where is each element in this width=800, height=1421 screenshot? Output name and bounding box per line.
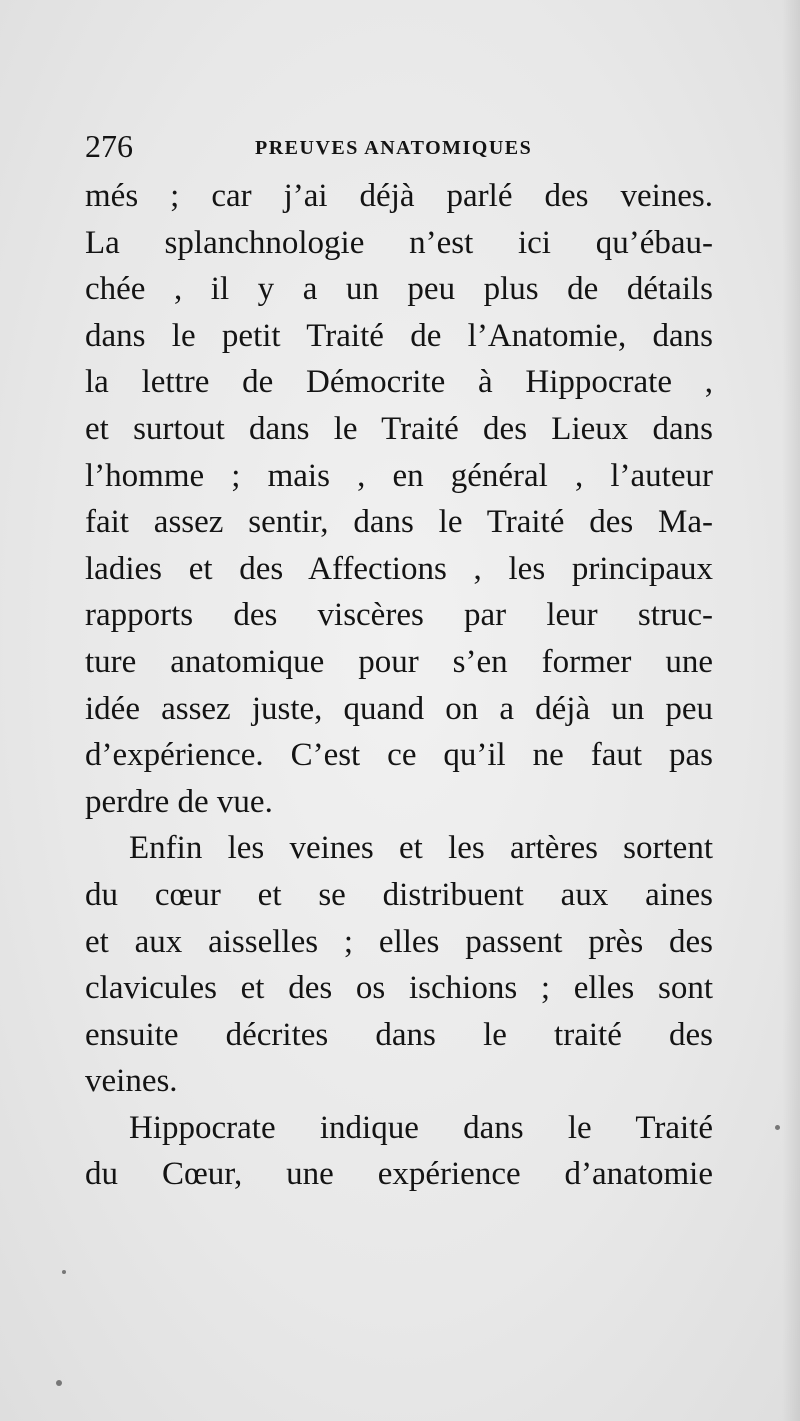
text-line-paragraph-end: perdre de vue.	[85, 783, 273, 820]
text-line: rapports des viscères par leur struc-	[85, 597, 713, 634]
text-line-paragraph-start: Enfin les veines et les artères sortent	[129, 830, 713, 867]
text-line: més ; car j’ai déjà parlé des veines.	[85, 178, 713, 214]
text-line: l’homme ; mais , en général , l’auteur	[85, 457, 713, 494]
paper-speck	[775, 1125, 780, 1130]
running-head: PREUVES ANATOMIQUES	[255, 137, 533, 159]
text-line: fait assez sentir, dans le Traité des Ma-	[85, 504, 713, 541]
text-line: la lettre de Démocrite à Hippocrate ,	[85, 364, 713, 401]
text-line: et aux aisselles ; elles passent près des	[85, 923, 713, 960]
paper-speck	[56, 1380, 62, 1386]
text-line: idée assez juste, quand on a déjà un peu	[85, 690, 713, 727]
text-line: ladies et des Affections , les principaux	[85, 550, 713, 587]
text-line: La splanchnologie n’est ici qu’ébau-	[85, 224, 713, 261]
body-text	[85, 173, 713, 1198]
page-header	[85, 128, 705, 168]
text-line: du cœur et se distribuent aux aines	[85, 876, 713, 913]
page-edge-shadow	[782, 0, 800, 1421]
text-line: du Cœur, une expérience d’anatomie	[85, 1156, 713, 1193]
text-line-paragraph-start: Hippocrate indique dans le Traité	[129, 1109, 713, 1146]
text-line: dans le petit Traité de l’Anatomie, dans	[85, 317, 713, 354]
text-line: ensuite décrites dans le traité des	[85, 1016, 713, 1053]
text-line: d’expérience. C’est ce qu’il ne faut pas	[85, 737, 713, 774]
text-line: clavicules et des os ischions ; elles sont	[85, 970, 713, 1007]
text-line-paragraph-end: veines.	[85, 1063, 178, 1100]
paper-speck	[62, 1270, 66, 1274]
text-line: ture anatomique pour s’en former une	[85, 643, 713, 680]
text-line: chée , il y a un peu plus de détails	[85, 271, 713, 308]
text-line: et surtout dans le Traité des Lieux dans	[85, 410, 713, 447]
page-number: 276	[85, 128, 133, 164]
